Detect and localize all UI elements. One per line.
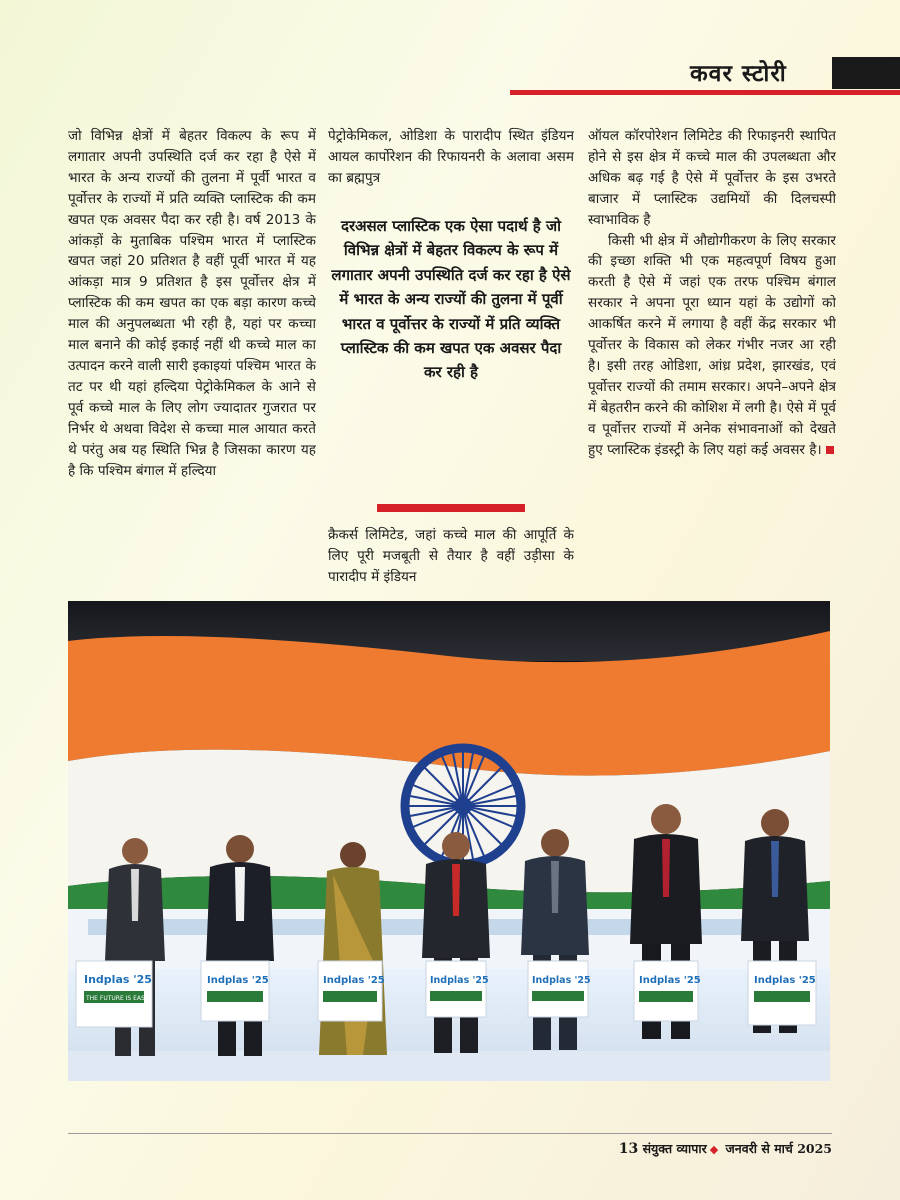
article-paragraph: जो विभिन्न क्षेत्रों में बेहतर विकल्प के रूप में लगातार अपनी उपस्थिति दर्ज कर रहा है ऐसे में भारत के अन्य राज्यों की तुलना में पूर्वी भारत व पूर्वोत्तर के राज्यों में प्रति व्यक्ति प्लास्टिक की कम खपत एक अवसर पैदा कर रही है। वर्ष 2013 के आंकड़ों के मुताबिक पश्चिम भारत में प्लास्टिक खपत जहां 20 प्रतिशत है वहीं पूर्वी भारत में यह आंकड़ा मात्र 9 प्रतिशत है इस पूर्वोत्तर क्षेत्र में प्लास्टिक की कम खपत का एक बड़ा कारण कच्चे माल की अनुपलब्धता भी रही है, यहां पर कच्चा माल बनाने की कोई इकाई नहीं थी कच्चे माल का उत्पादन करने वाली सारी इकाइयां पश्चिम भारत के तट पर थी यहां हल्दिया पेट्रोकेमिकल के आने से पूर्व कच्चे माल के लिए लोग ज्यादातर गुजरात पर निर्भर थे अथवा विदेश से कच्चा माल आयात करते थे परंतु अब यह स्थिति भिन्न है जिसका कारण यह है कि पश्चिम बंगाल में हल्दिया [68,128,316,479]
article-column-1 [68,126,316,592]
podium-logo-text: Indplas '25 [754,975,816,986]
podium-logo-text: Indplas '25 [323,975,385,986]
section-label: कवर स्टोरी [690,61,787,87]
section-label-rule [510,90,900,95]
pull-quote-rule [377,504,525,512]
issue-date: जनवरी से मार्च 2025 [725,1141,832,1156]
article-paragraph [588,231,836,461]
podium-logo-text: Indplas '25 [430,975,489,986]
diamond-icon: ◆ [709,1143,719,1156]
article-column-2-top [328,126,574,190]
podium-logo-text: Indplas '25 [84,973,152,986]
page-number: 13 [618,1141,639,1157]
article-column-3 [588,126,836,592]
magazine-name: संयुक्त व्यापार [642,1141,707,1156]
podium-logo-text: Indplas '25 [207,975,269,986]
speaker-3 [319,842,387,1055]
article-paragraph: ऑयल कॉरपोरेशन लिमिटेड की रिफाइनरी स्थापित होने से इस क्षेत्र में कच्चे माल की उपलब्धता और अधिक बढ़ गई है ऐसे में पूर्वोत्तर के इस उभरते बाजार में प्लास्टिक उद्यमियों की दिलचस्पी स्वाभाविक है [588,128,836,228]
pull-quote: दरअसल प्लास्टिक एक ऐसा पदार्थ है जो विभिन्न क्षेत्रों में बेहतर विकल्प के रूप में लगातार अपनी उपस्थिति दर्ज कर रहा है ऐसे में भारत के अन्य राज्यों की तुलना में पूर्वी भारत व पूर्वोत्तर के राज्यों में प्रति व्यक्ति प्लास्टिक की कम खपत एक अवसर पैदा कर रही है [331,217,571,382]
article-column-2-bottom [328,525,574,593]
article-paragraph-text: किसी भी क्षेत्र में औद्योगीकरण के लिए सरकार की इच्छा शक्ति भी एक महत्वपूर्ण विषय हुआ करती है ऐसे में जहां एक तरफ पश्चिम बंगाल सरकार ने अपना पूरा ध्यान यहां के उद्योगों को आकर्षित करने में लगाया है वहीं केंद्र सरकार भी पूर्वोत्तर के विकास को लेकर गंभीर नजर आ रही है। इसी तरह ओडिशा, आंध्र प्रदेश, झारखंड, एवं पूर्वोत्तर राज्यों की तमाम सरकार। अपने–अपने क्षेत्र में बेहतरीन करने की कोशिश में लगी है। ऐसे में पूर्व व पूर्वोत्तर राज्यों में अनेक संभावनाओं को देखते हुए प्लास्टिक इंडस्ट्री के लिए यहां कई अवसर है। [588,232,836,458]
section-label-block [832,57,900,89]
article-paragraph: क्रैकर्स लिमिटेड, जहां कच्चे माल की आपूर्ति के लिए पूरी मजबूती से तैयार है वहीं उड़ीसा के पारादीप में इंडियन [328,527,574,585]
podium-logo-text: Indplas '25 [639,975,701,986]
podium-logo-text: Indplas '25 [532,975,591,986]
footer-rule [68,1133,832,1134]
end-of-article-mark [826,446,834,454]
podium-tagline: THE FUTURE IS EAST [86,995,149,1002]
page-footer [619,1140,832,1157]
event-photo [68,601,830,1081]
article-paragraph: पेट्रोकेमिकल, ओडिशा के पारादीप स्थित इंडियन आयल कार्पोरेशन की रिफायनरी के अलावा असम का ब्रह्मपुत्र [328,128,574,186]
